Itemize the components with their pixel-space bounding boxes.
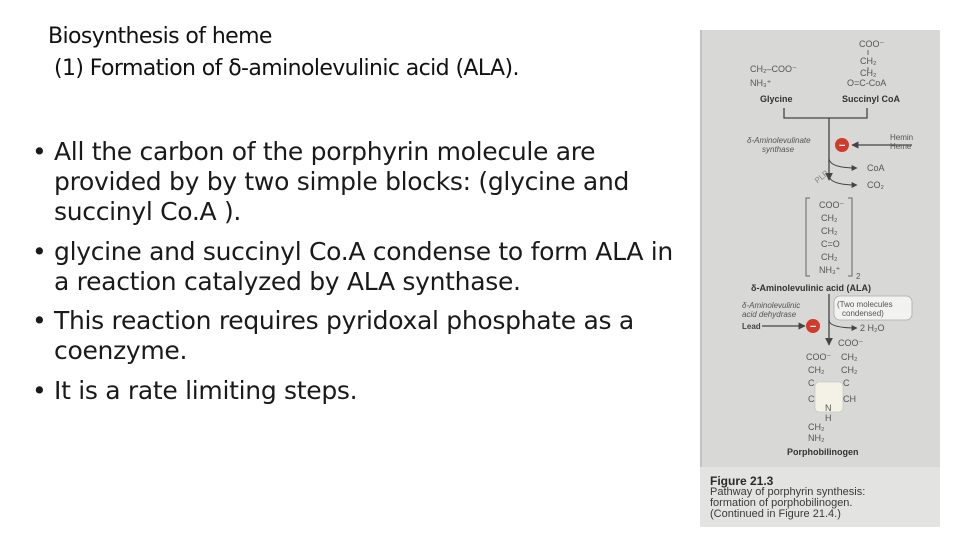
arrow-water-release <box>829 320 857 328</box>
coa-byproduct: CoA <box>867 163 885 173</box>
pbg-h: H <box>825 413 832 423</box>
bullet-text: This reaction requires pyridoxal phosphate as a coenzyme. <box>54 306 634 365</box>
glycine-label: Glycine <box>760 94 793 104</box>
bullet-icon: • <box>32 236 47 266</box>
pbg-nh2: NH₂ <box>808 433 825 443</box>
ala-amine: NH₃⁺ <box>819 265 841 275</box>
pbg-ch2-l1: CH₂ <box>808 365 825 375</box>
caption-line: (Continued in Figure 21.4.) <box>710 508 841 520</box>
bracket-left <box>806 198 810 276</box>
pathway-diagram <box>702 30 942 467</box>
ala-label: δ-Aminolevulinic acid (ALA) <box>751 283 871 293</box>
pbg-label: Porphobilinogen <box>787 447 859 457</box>
ala-ch2-c: CH₂ <box>821 252 838 262</box>
heme-label: Heme <box>890 142 912 151</box>
ala-coo: COO⁻ <box>819 200 845 210</box>
minus-sign: − <box>839 140 846 152</box>
bullet-icon: • <box>32 306 47 335</box>
pbg-coo-left: COO⁻ <box>806 352 832 362</box>
ala-multiplier: 2 <box>856 272 861 281</box>
ala-ch2-b: CH₂ <box>821 226 838 236</box>
plp-label: PLP <box>813 168 831 186</box>
figure-number: Figure 21.3 <box>710 474 774 488</box>
pbg-c-bottom-left: C <box>808 394 815 404</box>
bullet-text: All the carbon of the porphyrin molecule are provided by by two simple blocks: (glycine and succinyl Co.A ). <box>54 137 630 226</box>
succinyl-ch2-a: CH₂ <box>860 56 877 66</box>
figure-panel <box>700 30 940 467</box>
pbg-c-right: C <box>843 378 850 388</box>
succinyl-coa-group: O=C-CoA <box>847 78 887 88</box>
bullet-item <box>30 237 680 297</box>
arrow-co2-release <box>829 175 857 185</box>
bullet-list <box>30 137 680 415</box>
pbg-coo-top: COO⁻ <box>838 338 864 348</box>
enzyme-ala-synthase-line2: synthase <box>762 145 795 154</box>
ala-ch2-a: CH₂ <box>821 213 838 223</box>
bullet-icon: • <box>32 137 47 166</box>
enzyme-ala-dehydrase: δ-Aminolevulinic <box>742 301 801 310</box>
water-byproduct: 2 H₂O <box>860 323 885 333</box>
enzyme-ala-dehydrase-line2: acid dehydrase <box>742 310 797 319</box>
note-line2: condensed) <box>842 309 884 318</box>
arrow-coa-release <box>829 158 857 168</box>
bullet-item <box>30 137 680 227</box>
succinyl-label: Succinyl CoA <box>842 94 901 104</box>
bracket-right <box>848 198 852 276</box>
bullet-item <box>30 376 680 406</box>
pbg-ch2-bottom: CH₂ <box>808 422 825 432</box>
pbg-ch2-r1: CH₂ <box>841 352 858 362</box>
bullet-text: It is a rate limiting steps. <box>54 375 358 405</box>
pbg-n: N <box>825 403 832 413</box>
bullet-icon: • <box>32 375 47 405</box>
pbg-ch2-r2: CH₂ <box>841 365 858 375</box>
caption-line: Pathway of porphyrin synthesis: <box>710 486 866 498</box>
succinyl-ch2-b: CH₂ <box>860 68 877 78</box>
pbg-c-left: C <box>808 378 815 388</box>
glycine-amine: NH₃⁺ <box>750 78 772 88</box>
lead-label: Lead <box>742 322 761 331</box>
caption-line: formation of porphobilinogen. <box>710 497 853 509</box>
bullet-item <box>30 306 680 366</box>
slide-title: Biosynthesis of heme <box>48 24 272 49</box>
glycine-formula: CH₂–COO⁻ <box>750 64 797 74</box>
ala-carbonyl: C=O <box>821 239 840 249</box>
slide-subtitle: (1) Formation of δ-aminolevulinic acid (ALA). <box>54 56 519 81</box>
pathway-figure <box>700 30 940 527</box>
succinyl-coo: COO⁻ <box>859 39 885 49</box>
minus-sign: − <box>810 321 817 333</box>
pbg-ch-bottom-right: CH <box>843 394 856 404</box>
figure-caption <box>710 476 865 520</box>
note-line1: (Two molecules <box>837 300 893 309</box>
hemin-label: Hemin <box>890 133 914 142</box>
co2-byproduct: CO₂ <box>867 180 884 190</box>
arrow-succinyl-join <box>829 108 867 118</box>
bullet-text: glycine and succinyl Co.A condense to form ALA in a reaction catalyzed by ALA synthase. <box>54 236 673 296</box>
enzyme-ala-synthase: δ-Aminolevulinate <box>747 136 811 145</box>
